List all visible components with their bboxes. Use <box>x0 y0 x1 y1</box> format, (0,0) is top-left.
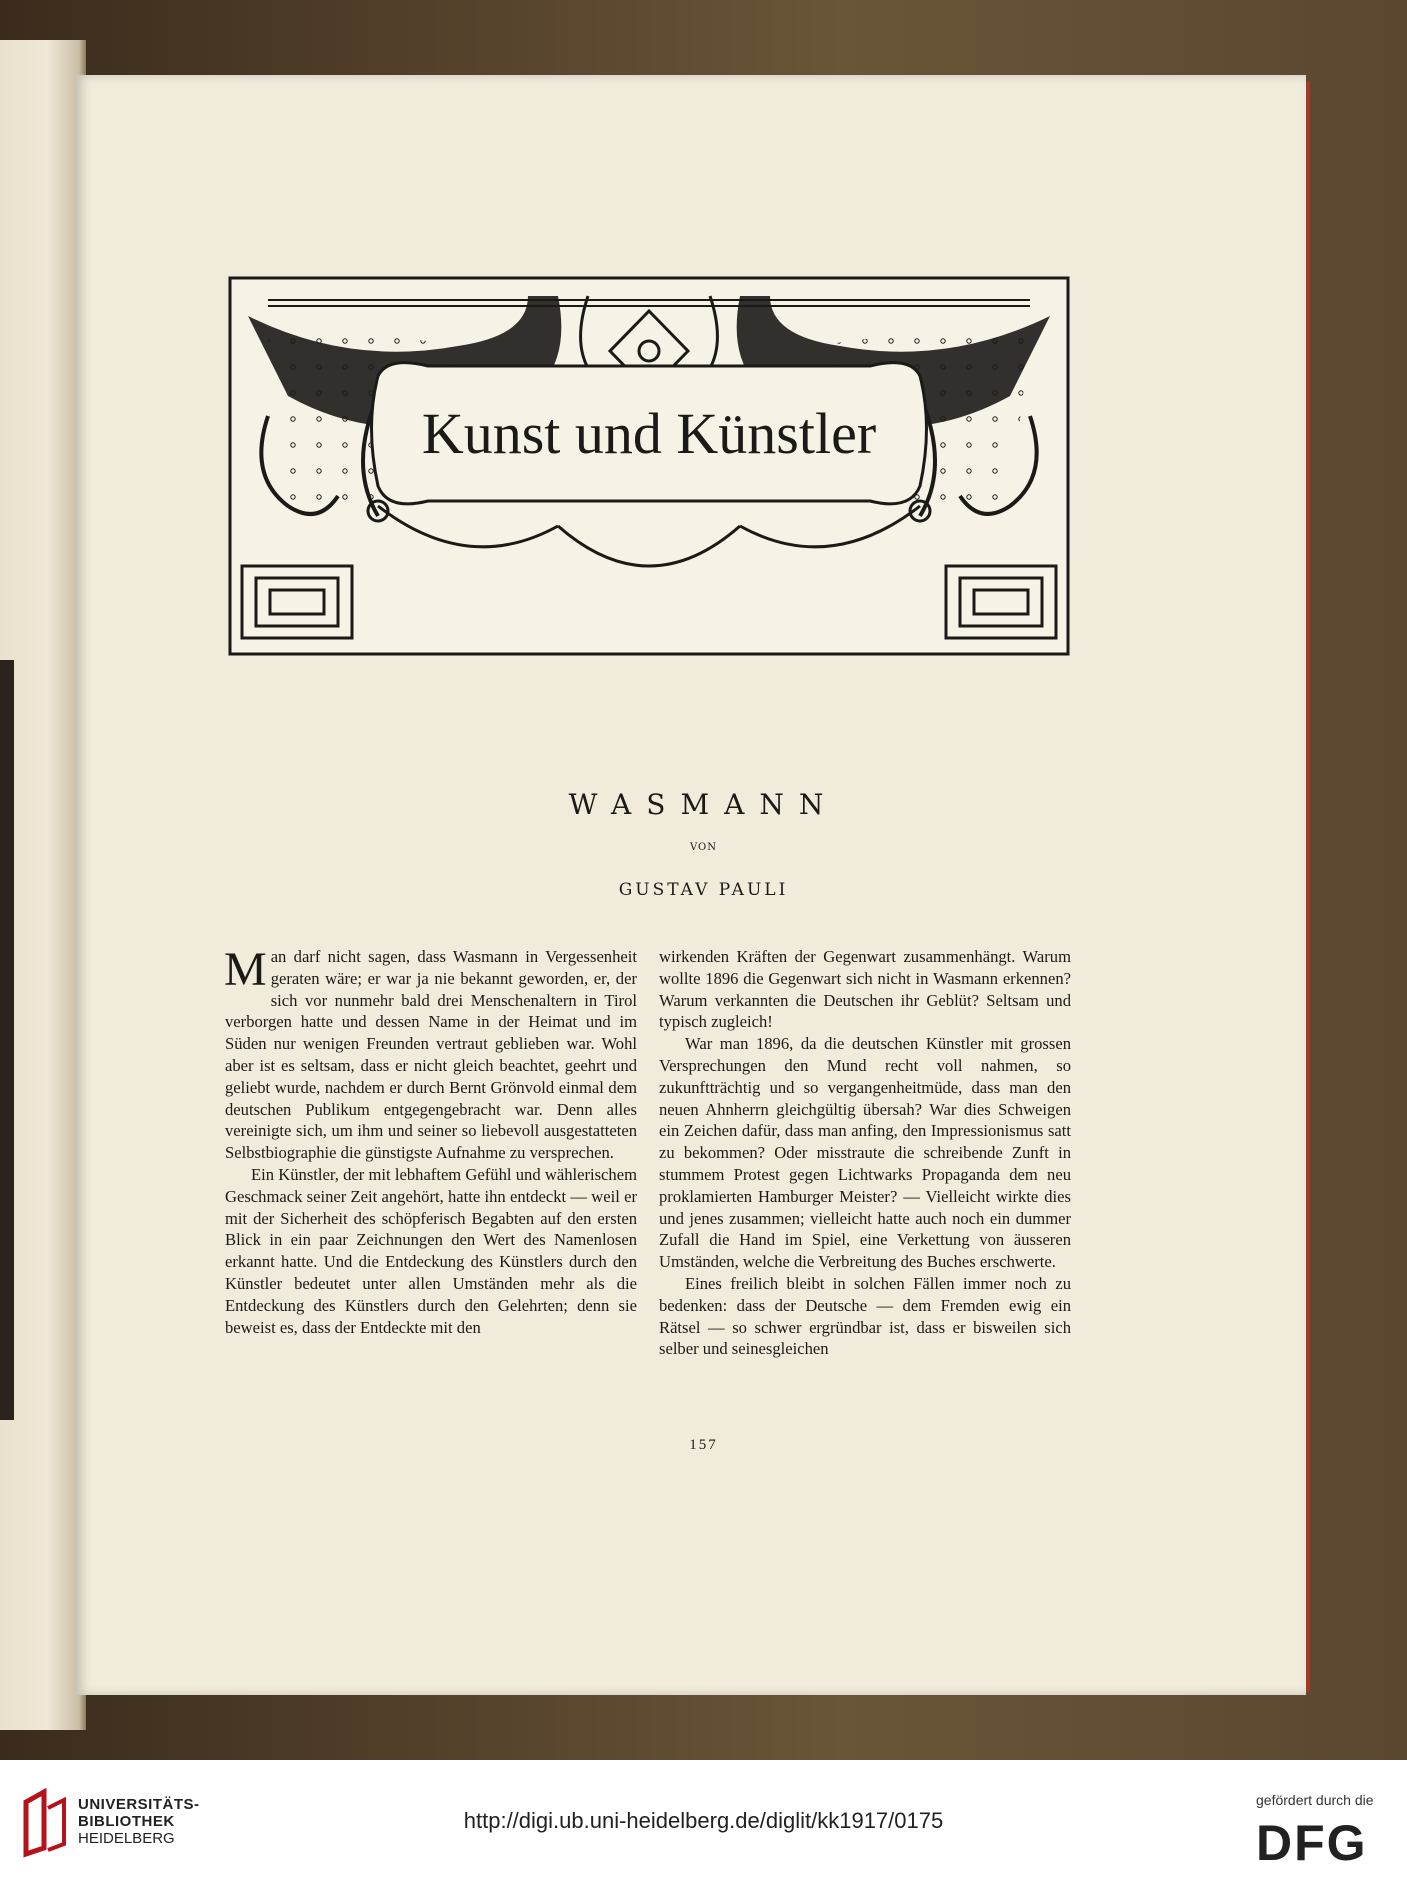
article-title: WASMANN <box>568 788 839 821</box>
paragraph: Eines freilich bleibt in solchen Fällen immer noch zu bedenken: dass der Deutsche — dem Fremden ewig ein Rätsel — so schwer ergründbar ist, dass er bisweilen sich selber und seinesgleichen <box>659 1273 1071 1359</box>
drop-cap: M <box>224 943 267 996</box>
library-line-1: UNIVERSITÄTS- <box>78 1796 200 1813</box>
library-line-2: BIBLIOTHEK <box>78 1813 175 1830</box>
banner-title: Kunst und Künstler <box>421 401 877 466</box>
ornamental-banner <box>228 276 1070 656</box>
permalink-url[interactable]: http://digi.ub.uni-heidelberg.de/diglit/kk1917/0175 <box>463 1808 944 1833</box>
paragraph: Ein Künstler, der mit lebhaftem Gefühl und wählerischem Geschmack seiner Zeit angehört, hatte ihn entdeckt — weil er mit der Sicherheit des schöpferisch Begabten auf den ersten Blick in ein paar Zeichnungen den Wert des Namenlosen erkannt hatte. Und die Entdeckung des Künstlers durch den Künstler bedeutet unter allen Umständen mehr als die Entdeckung des Künstlers durch den Gelehrten; denn sie beweist es, dass der Entdeckte mit den <box>225 1164 637 1337</box>
text-column-left <box>224 943 637 1338</box>
paragraph: an darf nicht sagen, dass Wasmann in Vergessenheit geraten wäre; er war ja nie bekannt geworden, er, der sich vor nunmehr bald drei Menschenaltern in Tirol verborgen hatte und dessen Name in der Heimat und im Süden nur wenigen Freunden vertraut geblieben war. Wohl aber ist es seltsam, dass er nicht gleich beachtet, geehrt und geliebt wurde, nachdem er durch Bernt Grönvold einmal dem deutschen Publikum entgegengebracht war. Denn alles vereinigte sich, um ihm und seiner so liebevoll ausgestatteten Selbstbiographie die günstigste Aufnahme zu versprechen. <box>225 947 637 1163</box>
dfg-logo[interactable]: DFG <box>1256 1815 1368 1871</box>
paragraph: wirkenden Kräften der Gegenwart zusammenhängt. Warum wollte 1896 die Gegenwart sich nicht in Wasmann erkennen? Warum verkannten die Deutschen ihr Geblüt? Seltsam und typisch zugleich! <box>659 947 1071 1032</box>
paragraph: War man 1896, da die deutschen Künstler mit grossen Versprechungen den Mund recht voll nahmen, so zukunftträchtig und so vergangenheitmüde, dass man den neuen Ahnherrn gleichgültig übersah? War dies Schweigen ein Zeichen dafür, dass man anfing, den Impressionismus satt zu bekommen? Oder misstraute die schreibende Zunft in stummem Protest gegen Lichtwarks Propaganda dem neu proklamierten Hamburger Meister? — Vielleicht wirkte dies und jenes zusammen; vielleicht hatte auch noch ein dummer Zufall die Hand im Spiel, eine Verkettung von äusseren Umständen, welche die Verbreitung des Buches erschwerte. <box>659 1034 1071 1272</box>
left-page-photo-edge <box>0 660 14 1420</box>
text-column-right <box>659 946 1071 1360</box>
funding-label: gefördert durch die <box>1256 1792 1374 1808</box>
page-number: 157 <box>689 1437 718 1453</box>
library-line-3: HEIDELBERG <box>78 1830 175 1847</box>
article-author: GUSTAV PAULI <box>618 880 789 900</box>
article-byline-von: VON <box>690 842 717 853</box>
